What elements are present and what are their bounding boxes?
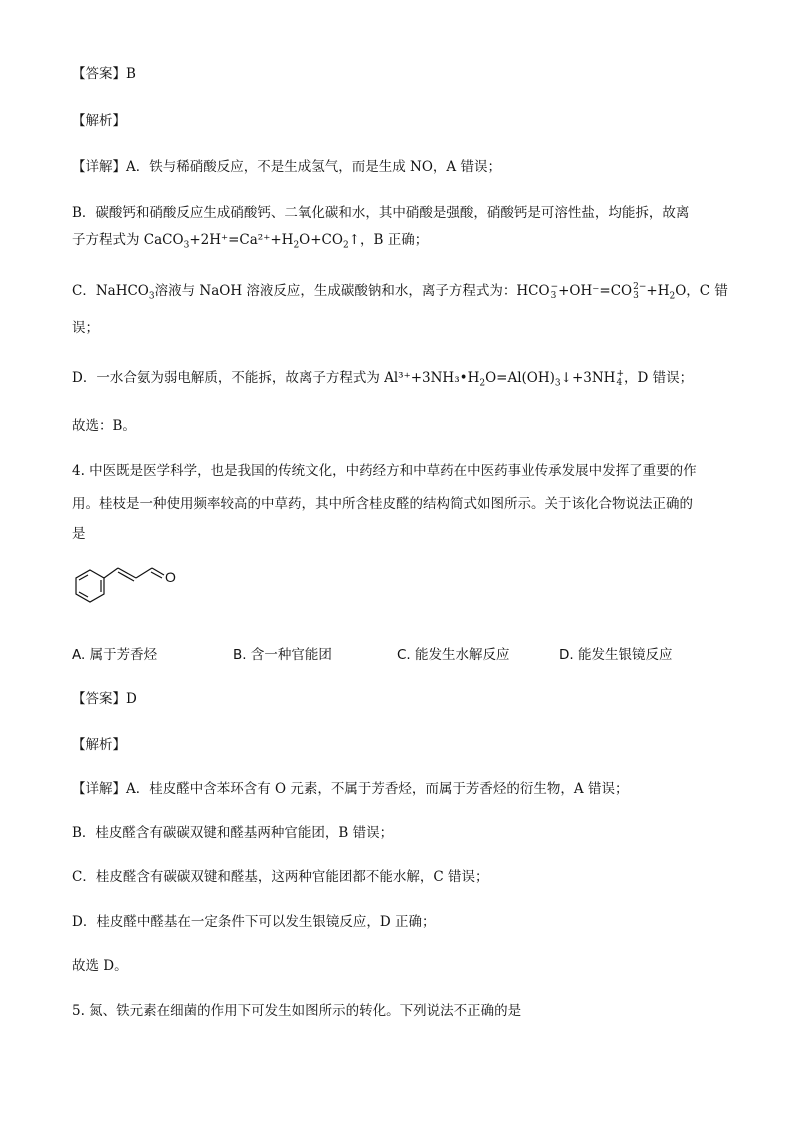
detail-label: 【详解】: [72, 159, 126, 175]
d-eq-part: ，D 错误；: [624, 370, 694, 386]
answer-line: [72, 64, 136, 84]
detail-c-line-q4: C．桂皮醛含有碳碳双键和醛基，这两种官能团都不能水解，C 错误；: [72, 869, 489, 885]
subscript: 3: [183, 240, 190, 251]
option-d[interactable]: D. 能发生银镜反应: [559, 647, 673, 663]
detail-a-text: A．桂皮醛中含苯环含有 O 元素，不属于芳香烃，而属于芳香烃的衍生物，A 错误；: [126, 781, 629, 797]
detail-a-line-q4: [72, 779, 628, 799]
detail-c-line2: 误；: [72, 320, 99, 336]
detail-a-text: A．铁与稀硝酸反应，不是生成氢气，而是生成 NO，A 错误；: [126, 159, 501, 175]
answer-value: B: [126, 66, 136, 82]
ion-stack: [633, 283, 646, 301]
subscript: 3: [554, 378, 561, 389]
subscript: 2: [669, 291, 676, 302]
q5-stem: 5. 氮、铁元素在细菌的作用下可发生如图所示的转化。下列说法不正确的是: [72, 1003, 522, 1019]
answer-label: 【答案】: [72, 66, 126, 82]
subscript: 3: [148, 291, 155, 302]
conclusion-q4: 故选 D。: [72, 958, 128, 974]
cinnamaldehyde-structure: [70, 560, 190, 616]
d-eq-part: D．一水合氨为弱电解质，不能拆，故离子方程式为 Al³⁺+3NH₃•H: [72, 370, 480, 386]
answer-value: D: [126, 691, 137, 707]
ion-sub: 3: [550, 290, 557, 301]
detail-label: 【详解】: [72, 781, 126, 797]
analysis-label: 【解析】: [72, 113, 126, 129]
q4-stem-line3: 是: [72, 526, 86, 542]
analysis-label-q4: 【解析】: [72, 737, 126, 753]
c-eq-part: 溶液与 NaOH 溶液反应，生成碳酸钠和水，离子方程式为：HCO: [154, 283, 550, 299]
ion-sub: 3: [633, 290, 639, 301]
oxygen-label: O: [165, 569, 176, 585]
q4-stem-line1: 4. 中医既是医学科学，也是我国的传统文化，中药经方和中草药在中医药事业传承发展中发挥了重要的作: [72, 463, 697, 479]
ion-stack: [551, 283, 559, 301]
detail-d-line: [72, 368, 693, 388]
detail-b-line2: [72, 230, 428, 250]
options-row: [72, 645, 722, 665]
d-eq-part: ↓+3NH: [560, 370, 616, 386]
detail-b-line1: B．碳酸钙和硝酸反应生成硝酸钙、二氧化碳和水，其中硝酸是强酸，硝酸钙是可溶性盐，均能拆，故离: [72, 205, 690, 221]
subscript: 2: [293, 240, 300, 251]
conclusion-q3: 故选：B。: [72, 418, 136, 434]
c-eq-part: +H: [646, 283, 670, 299]
benzene-ring: [76, 570, 104, 602]
detail-a-line: [72, 157, 501, 177]
b-eq-part: O+CO: [299, 232, 343, 248]
detail-d-line-q4: D．桂皮醛中醛基在一定条件下可以发生银镜反应，D 正确；: [72, 914, 436, 930]
ion-stack: [616, 370, 624, 388]
detail-c-line1: [72, 281, 728, 301]
c-eq-part: C．NaHCO: [72, 283, 149, 299]
detail-b-line-q4: B．桂皮醛含有碳碳双键和醛基两种官能团，B 错误；: [72, 825, 394, 841]
d-eq-part: O=Al(OH): [485, 370, 555, 386]
ion-charge: +: [616, 368, 625, 379]
c-eq-part: O，C 错: [675, 283, 728, 299]
subscript: 2: [479, 378, 486, 389]
option-b[interactable]: B. 含一种官能团: [233, 647, 332, 663]
ion-charge: −: [550, 281, 559, 292]
c-eq-part: +OH⁻=CO: [558, 283, 633, 299]
b-eq-part: ↑，B 正确；: [348, 232, 429, 248]
option-c[interactable]: C. 能发生水解反应: [397, 647, 510, 663]
side-chain: [104, 568, 164, 581]
option-a[interactable]: A. 属于芳香烃: [72, 647, 158, 663]
b-eq-part: 子方程式为 CaCO: [72, 232, 184, 248]
answer-line-q4: [72, 689, 137, 709]
ion-charge: 2−: [633, 281, 647, 292]
answer-label: 【答案】: [72, 691, 126, 707]
b-eq-part: +2H⁺=Ca²⁺+H: [189, 232, 294, 248]
ion-sub: 4: [616, 377, 623, 388]
subscript: 2: [342, 240, 349, 251]
q4-stem-line2: 用。桂枝是一种使用频率较高的中草药，其中所含桂皮醛的结构简式如图所示。关于该化合物说法正确的: [72, 496, 693, 512]
